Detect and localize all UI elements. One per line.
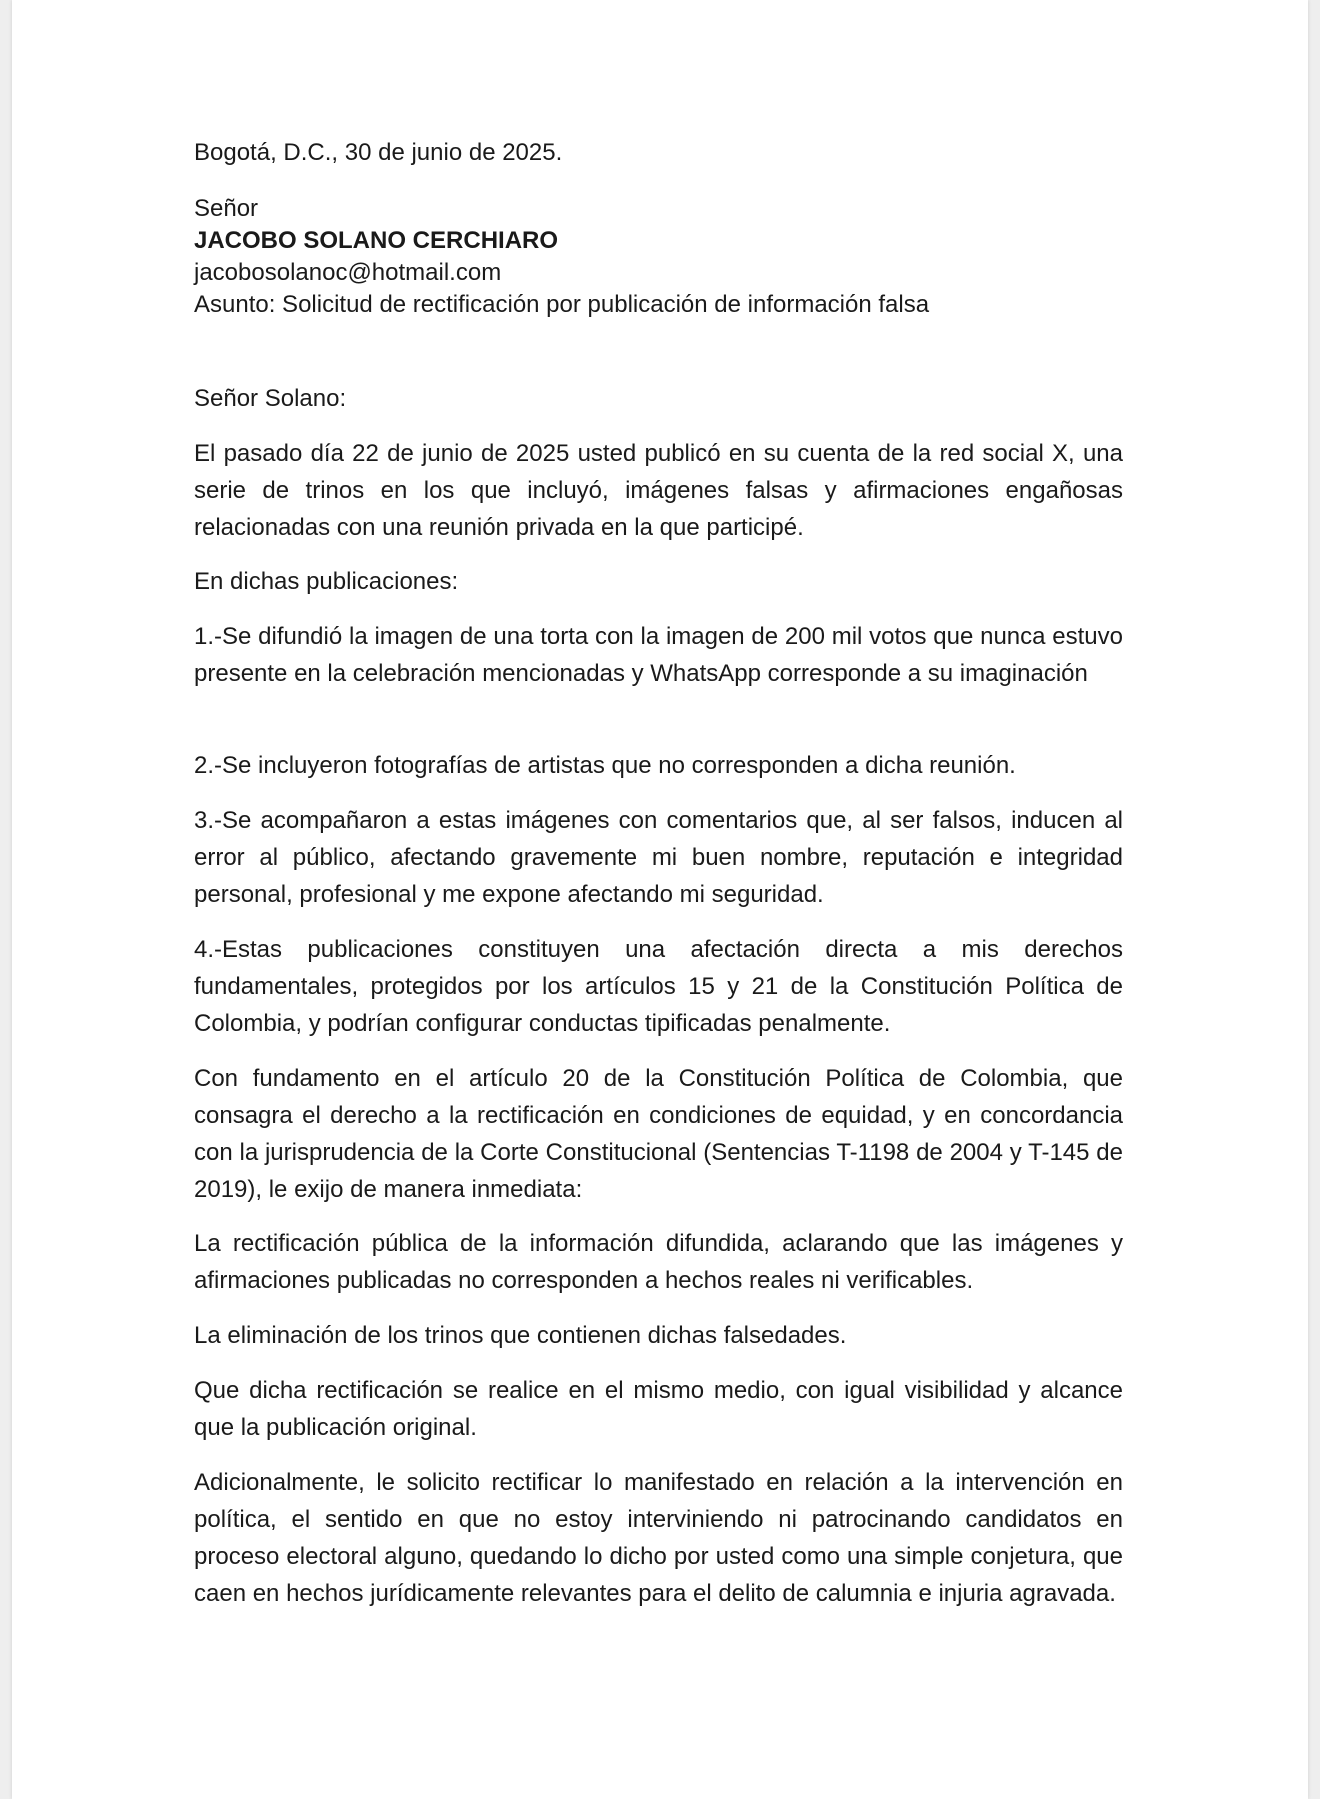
paragraph-list-intro: En dichas publicaciones: bbox=[194, 568, 459, 595]
paragraph-item-3: 3.-Se acompañaron a estas imágenes con comentarios que, al ser falsos, inducen al error al público, afectando gravemente mi buen nombre, reputación e integridad personal, profesional y me expone afectando mi seguridad. bbox=[194, 807, 1123, 908]
greeting: Señor Solano: bbox=[194, 385, 347, 412]
document-page bbox=[12, 0, 1308, 1799]
paragraph-legal-basis: Con fundamento en el artículo 20 de la Constitución Política de Colombia, que consagra el derecho a la rectificación en condiciones de equidad, y en concordancia con la jurisprudencia de la Corte Constitucional (Sentencias T-1198 de 2004 y T-145 de 2019), le exijo de manera inmediata: bbox=[194, 1065, 1123, 1203]
paragraph-item-4: 4.-Estas publicaciones constituyen una afectación directa a mis derechos fundamentales, protegidos por los artículos 15 y 21 de la Constitución Política de Colombia, y podrían configurar conductas tipificadas penalmente. bbox=[194, 936, 1123, 1037]
paragraph-demand-1: La rectificación pública de la información difundida, aclarando que las imágenes y afirmaciones publicadas no corresponden a hechos reales ni verificables. bbox=[194, 1230, 1123, 1294]
date-line: Bogotá, D.C., 30 de junio de 2025. bbox=[194, 139, 563, 166]
salutation-title: Señor bbox=[194, 195, 259, 222]
paragraph-demand-2: La eliminación de los trinos que contienen dichas falsedades. bbox=[194, 1322, 847, 1349]
recipient-name: JACOBO SOLANO CERCHIARO bbox=[194, 227, 559, 254]
subject-line: Asunto: Solicitud de rectificación por publicación de información falsa bbox=[194, 291, 930, 318]
recipient-email: jacobosolanoc@hotmail.com bbox=[194, 259, 502, 286]
paragraph-intro: El pasado día 22 de junio de 2025 usted publicó en su cuenta de la red social X, una serie de trinos en los que incluyó, imágenes falsas y afirmaciones engañosas relacionadas con una reunión privada en la que participé. bbox=[194, 440, 1123, 541]
paragraph-item-2: 2.-Se incluyeron fotografías de artistas que no corresponden a dicha reunión. bbox=[194, 752, 1016, 779]
paragraph-demand-3: Que dicha rectificación se realice en el mismo medio, con igual visibilidad y alcance que la publicación original. bbox=[194, 1377, 1123, 1441]
paragraph-additional: Adicionalmente, le solicito rectificar lo manifestado en relación a la intervención en política, el sentido en que no estoy interviniendo ni patrocinando candidatos en proceso electoral alguno, quedando lo dicho por usted como una simple conjetura, que caen en hechos jurídicamente relevantes para el delito de calumnia e injuria agravada. bbox=[194, 1469, 1123, 1607]
paragraph-item-1: 1.-Se difundió la imagen de una torta con la imagen de 200 mil votos que nunca estuvo presente en la celebración mencionadas y WhatsApp corresponde a su imaginación bbox=[194, 623, 1123, 687]
